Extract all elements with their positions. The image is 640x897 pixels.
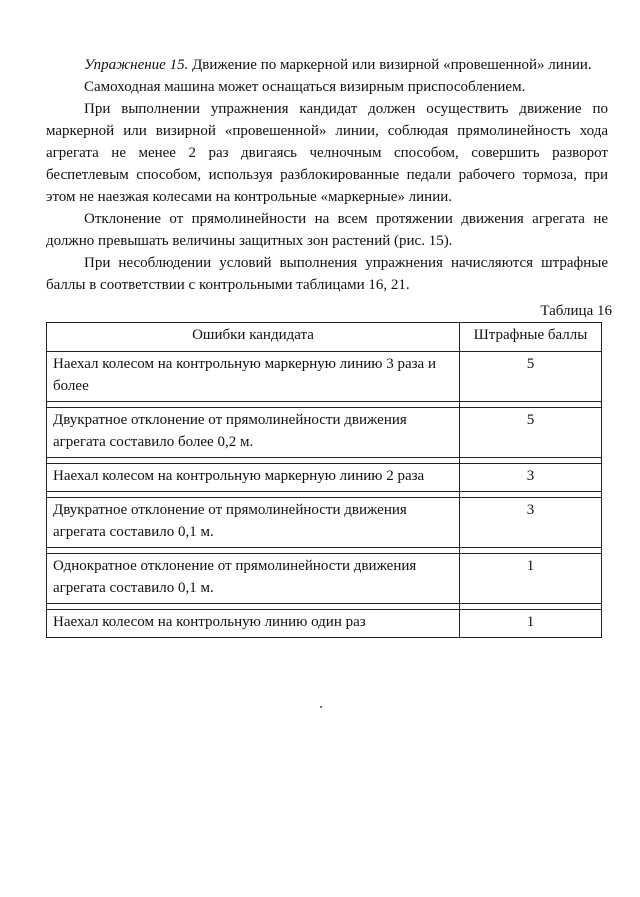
exercise-heading — [46, 54, 608, 76]
row-points: 5 — [460, 408, 602, 458]
row-points: 3 — [460, 464, 602, 492]
penalty-table — [46, 322, 602, 638]
row-error: Наехал колесом на контрольную маркерную линию 2 раза — [47, 464, 460, 492]
header-points: Штрафные баллы — [460, 323, 602, 352]
header-errors: Ошибки кандидата — [47, 323, 460, 352]
row-error: Наехал колесом на контрольную маркерную линию 3 раза и более — [47, 352, 460, 402]
table-row — [47, 498, 602, 548]
table-caption: Таблица 16 — [540, 303, 612, 319]
paragraph-penalties: При несоблюдении условий выполнения упражнения начисляются штрафные баллы в соответствии с контрольными таблицами 16, 21. — [46, 255, 608, 293]
paragraph-procedure: При выполнении упражнения кандидат должен осуществить движение по маркерной или визирной «провешенной» линии, соблюдая прямолинейность хода агрегата не менее 2 раз двигаясь челночным способом, совершить разворот беспетлевым способом, используя разблокированные педали рабочего тормоза, при этом не наезжая колесами на контрольные «маркерные» линии. — [46, 101, 608, 205]
paragraph-equipment: Самоходная машина может оснащаться визирным приспособлением. — [84, 79, 526, 95]
paragraph-deviation: Отклонение от прямолинейности на всем протяжении движения агрегата не должно превышать величины защитных зон растений (рис. 15). — [46, 211, 608, 249]
row-points: 3 — [460, 498, 602, 548]
row-error: Наехал колесом на контрольную линию один раз — [47, 610, 460, 638]
row-error: Однократное отклонение от прямолинейности движения агрегата составило 0,1 м. — [47, 554, 460, 604]
row-error: Двукратное отклонение от прямолинейности движения агрегата составило более 0,2 м. — [47, 408, 460, 458]
scan-speck — [320, 706, 322, 708]
table-row — [47, 464, 602, 492]
exercise-title: Упражнение 15. — [84, 57, 189, 73]
row-error: Двукратное отклонение от прямолинейности движения агрегата составило 0,1 м. — [47, 498, 460, 548]
row-points: 1 — [460, 554, 602, 604]
table-row — [47, 352, 602, 402]
exercise-title-rest: Движение по маркерной или визирной «провешенной» линии. — [188, 57, 592, 73]
table-header-row — [47, 323, 602, 352]
table-row — [47, 554, 602, 604]
table-row — [47, 610, 602, 638]
row-points: 1 — [460, 610, 602, 638]
document-page — [46, 54, 612, 638]
row-points: 5 — [460, 352, 602, 402]
table-row — [47, 408, 602, 458]
